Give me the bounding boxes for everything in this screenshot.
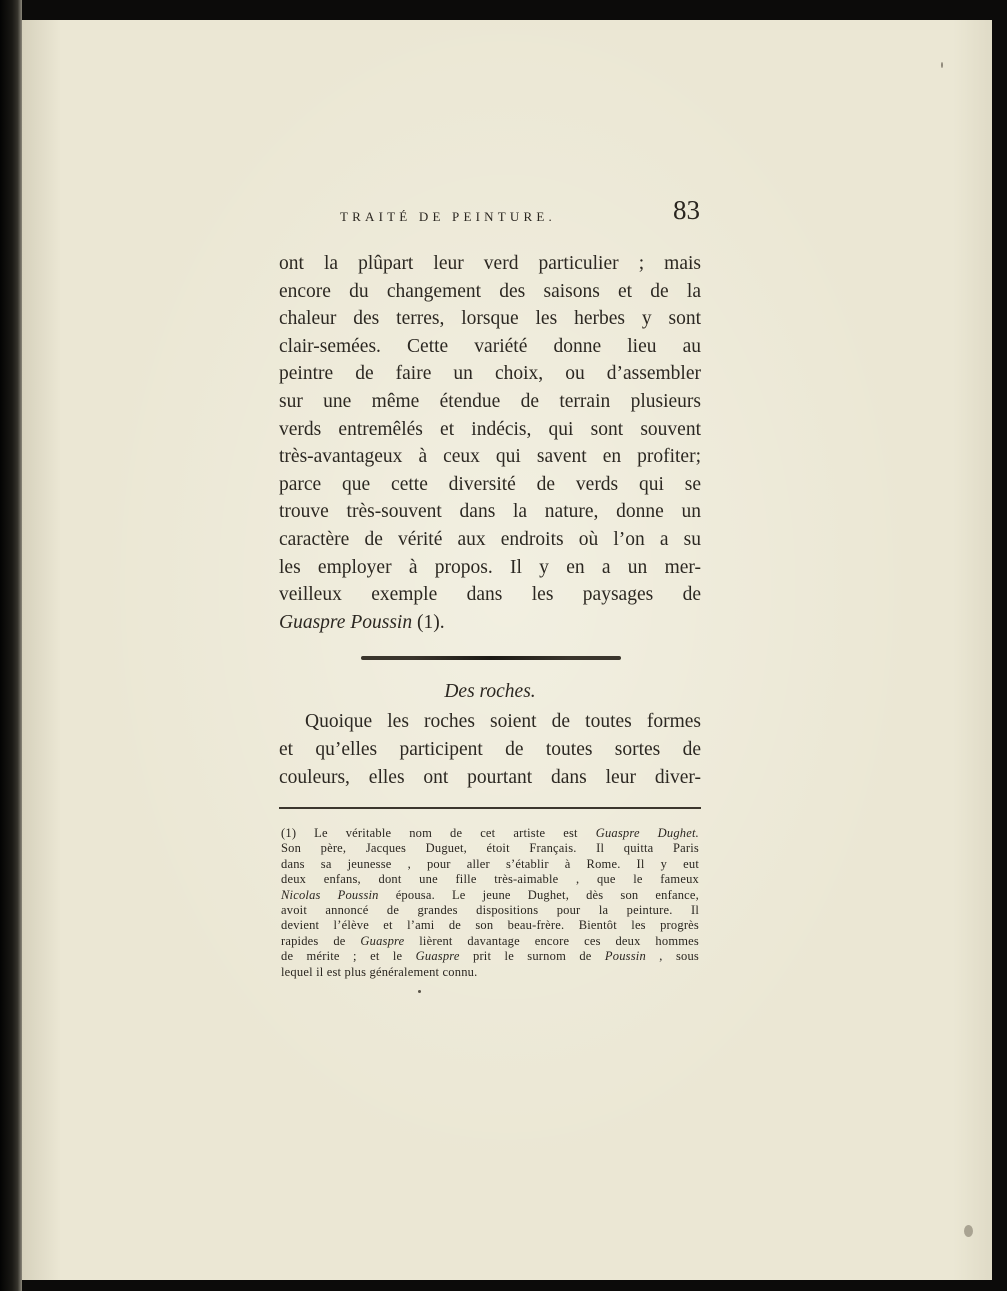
text-line: caractère de vérité aux endroits où l’on a su [279, 528, 701, 550]
text-line: couleurs, elles ont pourtant dans leur diver- [279, 767, 701, 788]
text-line: verds entremêlés et indécis, qui sont souvent [279, 418, 701, 440]
footnote [281, 826, 699, 980]
footnote-line: Nicolas Poussin épousa. Le jeune Dughet, dès son enfance, [281, 887, 699, 902]
page-header [340, 195, 700, 229]
text-line [279, 609, 701, 637]
text-line: chaleur des terres, lorsque les herbes y sont [279, 308, 701, 330]
text-line: les employer à propos. Il y en a un mer- [279, 556, 701, 578]
text-line: trouve très-souvent dans la nature, donne un [279, 501, 701, 523]
footnote-line: rapides de Guaspre lièrent davantage encore ces deux hommes [281, 933, 699, 948]
footnote-line: (1) Le véritable nom de cet artiste est Guaspre Dughet. [281, 826, 700, 840]
footnote-rule [279, 807, 701, 809]
text-line: sur une même étendue de terrain plusieurs [279, 390, 701, 412]
section-paragraph [279, 708, 701, 792]
text-line: Quoique les roches soient de toutes formes [305, 711, 701, 732]
paper-speck [964, 1225, 973, 1237]
footnote-line: de mérite ; et le Guaspre prit le surnom de Poussin , sous [281, 949, 699, 964]
footnote-line: deux enfans, dont une fille très-aimable , que le fameux [281, 872, 699, 887]
text-line: et qu’elles participent de toutes sortes de [279, 739, 701, 760]
running-title: TRAITÉ DE PEINTURE. [340, 209, 556, 224]
text-line: très-avantageux à ceux qui savent en profiter; [279, 446, 701, 468]
footnote-line: Son père, Jacques Duguet, étoit Français. Il quitta Paris [281, 841, 699, 856]
text-line: parce que cette diversité de verds qui se [279, 473, 701, 495]
footnote-marker: (1) [281, 826, 297, 840]
footnote-line: dans sa jeunesse , pour aller s’établir à Rome. Il y eut [281, 856, 699, 871]
text-line: ont la plûpart leur verd particulier ; mais [279, 253, 701, 274]
text-line: veilleux exemple dans les paysages de [279, 584, 701, 606]
book-page [22, 20, 992, 1280]
artist-name: Guaspre Poussin [279, 611, 413, 633]
footnote-reference: (1). [412, 611, 445, 633]
section-divider [361, 656, 621, 660]
main-paragraph [279, 250, 701, 636]
text-line: clair-semées. Cette variété donne lieu au [279, 335, 701, 357]
paper-speck [941, 62, 943, 68]
footnote-line: avoit annoncé de grandes dispositions pour la peinture. Il [281, 903, 699, 918]
book-gutter [0, 0, 22, 1291]
section-heading: Des roches. [444, 681, 536, 702]
text-line: encore du changement des saisons et de la [279, 280, 701, 302]
page-number: 83 [673, 195, 700, 225]
paper-speck [418, 990, 421, 993]
text-line: peintre de faire un choix, ou d’assembler [279, 363, 701, 385]
footnote-line: devient l’élève et l’ami de son beau-frère. Bientôt les progrès [281, 918, 699, 933]
footnote-line: lequel il est plus généralement connu. [281, 964, 478, 979]
